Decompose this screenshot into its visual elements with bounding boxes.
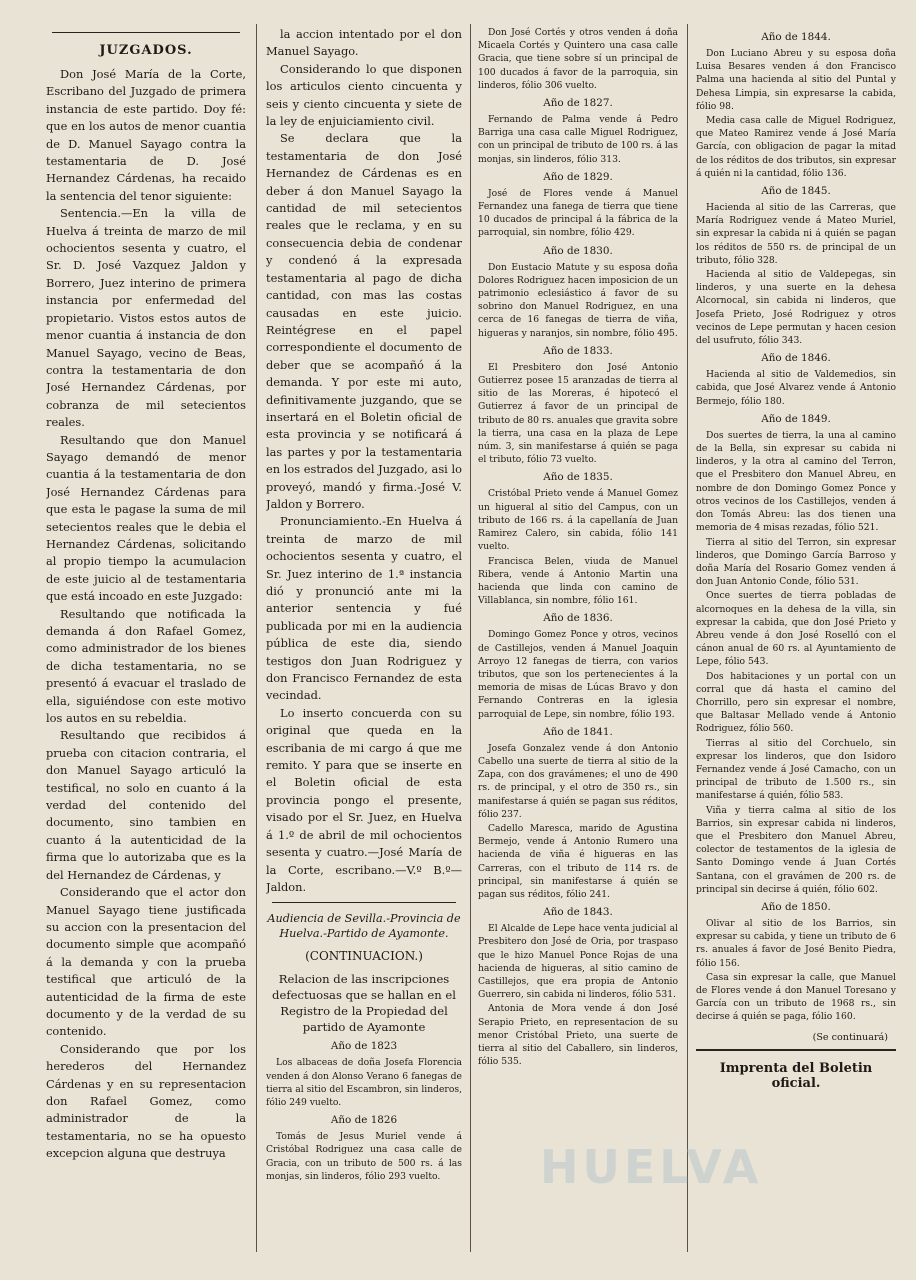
year-heading: Año de 1843. xyxy=(543,906,613,919)
registry-entry: Domingo Gomez Ponce y otros, vecinos de Castillejos, venden á Manuel Joaquin Arroyo 12 fanegas de tierra, con varios tributos, que son los pertenecientes á la memoria de misas de Lúcas Bravo y don Fernando Contreras en la iglesia parroquial de Lepe, sin nombre, fólio 193. xyxy=(478,629,678,720)
registry-entry: Hacienda al sitio de las Carreras, que María Rodriguez vende á Mateo Muriel, sin expresar la cabida ni á quién se pagan los réditos de 550 rs. de principal de un tributo, fólio 328. xyxy=(696,202,896,266)
year-heading: Año de 1844. xyxy=(761,31,831,43)
year-heading: Año de 1846. xyxy=(761,352,831,365)
body-paragraph: Considerando lo que disponen los articulos ciento cincuenta y seis y ciento cincuenta y siete de la ley de enjuiciamiento civil. xyxy=(266,61,462,129)
registry-entry: Don Eustacio Matute y su esposa doña Dolores Rodriguez hacen imposicion de un patrimonio eclesiástico á favor de su sobrino don Manuel Rodriguez, en una cerca de 16 fanegas de tierra de viña, higueras y naranjos, sin nombre, fólio 495. xyxy=(478,261,678,339)
year-heading: Año de 1829. xyxy=(543,170,613,183)
year-heading: Año de 1845. xyxy=(761,185,831,198)
registry-entry: Dos suertes de tierra, la una al camino de la Bella, sin expresar su cabida ni linderos, y la otra al camino del Terron, que el Presbitero don Manuel Abreu, en nombre de don Domingo Gomez Ponce y otros vecinos de los Castillejos, venden á don Tomás Abreu: las dos tienen una memoria de 4 misas rezadas, fólio 521. xyxy=(696,429,896,534)
top-rule xyxy=(52,32,240,33)
registry-entry: Fernando de Palma vende á Pedro Barriga una casa calle Miguel Rodriguez, con un principal de tributo de 100 rs. á las monjas, sin linderos, fólio 313. xyxy=(478,114,678,165)
registry-entry: Josefa Gonzalez vende á don Antonio Cabello una suerte de tierra al sitio de la Zapa, con dos gravámenes; el uno de 490 rs. de principal, y el otro de 350 rs., sin manifestarse á quién se pagan sus réditos, fólio 237. xyxy=(478,742,678,820)
column-1 xyxy=(46,26,246,1163)
imprenta-footer: Imprenta del Boletin oficial. xyxy=(719,1060,873,1091)
registry-entry: Francisca Belen, viuda de Manuel Ribera, vende á Antonio Martin una hacienda que linda con camino de Villablanca, sin nombre, fólio 161. xyxy=(478,555,678,607)
year-heading: Año de 1830. xyxy=(543,244,613,257)
registry-entry: Casa sin expresar la calle, que Manuel de Flores vende á don Manuel Toresano y García con un tributo de 1968 rs., sin decirse á quién se paga, fólio 160. xyxy=(696,971,896,1023)
column-2-body xyxy=(266,26,462,896)
section-heading: JUZGADOS. xyxy=(99,43,193,58)
registry-entries xyxy=(696,31,896,1024)
column-rule xyxy=(687,24,688,1252)
column-4 xyxy=(696,26,896,1091)
registry-entry: Dos habitaciones y un portal con un corral que dá hasta el camino del Chorrillo, pero sin expresar el nombre, que Baltasar Mellado vende á Antonio Rodriguez, fólio 560. xyxy=(696,670,896,735)
registry-entry: Antonia de Mora vende á don José Serapio Prieto, en representacion de su menor Cristóbal Prieto, una suerte de tierra al sitio del Caballero, sin linderos, fólio 535. xyxy=(478,1003,678,1068)
registry-entry: Once suertes de tierra pobladas de alcornoques en la dehesa de la villa, sin expresar la cabida, que don José Prieto y Abreu vende á don José Roselló con el cánon anual de 60 rs. al Ayuntamiento de Lepe, fólio 543. xyxy=(696,590,896,668)
registry-entry: El Presbitero don José Antonio Gutierrez posee 15 aranzadas de tierra al sitio de las Moreras, é hipotecó el Gutierrez á favor de un principal de tributo de 80 rs. anuales que gravita sobre la tierra, una casa en la plaza de Lepe núm. 3, sin manifestarse á quién se paga el tributo, fólio 73 vuelto. xyxy=(478,361,678,466)
registry-entry: Media casa calle de Miguel Rodriguez, que Mateo Ramirez vende á José María García, con obligacion de pagar la mitad de los réditos de dos tributos, sin expresar á quién ni la cantidad, fólio 136. xyxy=(696,115,896,179)
column-rule xyxy=(470,24,471,1252)
year-heading: Año de 1841. xyxy=(543,725,613,738)
body-paragraph: Resultando que don Manuel Sayago demandó de menor cuantia á la testamentaria de don José Hernandez Cárdenas para que esta le pagase la suma de mil setecientos reales que le debia el Hernandez Cárdenas, solicitando al propio tiempo la acumulacion de este juicio al de testamentaria que está incoado en este Juzgado: xyxy=(46,432,246,604)
column-3 xyxy=(478,26,678,1069)
body-paragraph: Lo inserto concuerda con su original que queda en la escribania de mi cargo á que me remito. Y para que se inserte en el Boletin oficial de esta provincia pongo el presente, visado por el Sr. Juez, en Huelva á 1.º de abril de mil ochocientos sesenta y cuatro.—José María de la Corte, escribano.—V.º B.º—Jaldon. xyxy=(266,705,462,894)
continuara-label: (Se continuará) xyxy=(812,1031,888,1043)
registry-entry: Don Luciano Abreu y su esposa doña Luisa Besares venden á don Francisco Palma una hacienda al sitio del Puntal y Dehesa Limpia, sin expresarse la cabida, fólio 98. xyxy=(696,48,896,112)
column-rule xyxy=(256,24,257,1252)
registry-entry: Cadello Maresca, marido de Agustina Bermejo, vende á Antonio Rumero una hacienda de viña é higueras en las Carreras, con el tributo de 114 rs. de principal, sin manifestarse á quién se pagan sus réditos, fólio 241. xyxy=(478,822,678,900)
year-heading: Año de 1849. xyxy=(761,412,831,425)
divider xyxy=(696,1049,896,1051)
column-1-body xyxy=(46,66,246,1163)
year-heading: Año de 1835. xyxy=(543,471,613,484)
body-paragraph: Considerando que por los herederos del Hernandez Cárdenas y en su representacion don Rafael Gomez, como administrador de la testamentaria, no se ha opuesto excepcion alguna que destruya xyxy=(46,1041,246,1161)
body-paragraph: Pronunciamiento.-En Huelva á treinta de marzo de mil ochocientos sesenta y cuatro, el Sr. Juez interino de 1.ª instancia dió y pronunció ante mi la anterior sentencia y fué publicada por mi en la audiencia pública de este dia, siendo testigos don Juan Rodriguez y don Francisco Fernandez de esta vecindad. xyxy=(266,514,462,703)
body-paragraph: Resultando que recibidos á prueba con citacion contraria, el don Manuel Sayago articuló la testifical, no solo en cuanto á la verdad del contenido del documento, sino tambien en cuanto á la autenticidad de la firma que lo autorizaba que es la del Hernandez de Cárdenas, y xyxy=(46,728,246,882)
watermark: HUELVA xyxy=(540,1140,763,1194)
year-heading: Año de 1850. xyxy=(761,900,831,913)
continuacion-label: (CONTINUACION.) xyxy=(305,949,423,964)
column-2 xyxy=(266,26,462,1184)
audiencia-heading: Audiencia de Sevilla.-Provincia de Huelva.-Partido de Ayamonte. xyxy=(267,912,461,941)
registry-entry: El Alcalde de Lepe hace venta judicial al Presbitero don José de Oria, por traspaso que le hizo Manuel Ponce Rojas de una hacienda de higueras, al sitio camino de Castillejos, que era propia de Antonio Guerrero, sin cabida ni linderos, fólio 531. xyxy=(478,923,678,1001)
registry-entry: Tomás de Jesus Muriel vende á Cristóbal Rodriguez una casa calle de Gracia, con un tributo de 500 rs. á las monjas, sin linderos, fólio 293 vuelto. xyxy=(266,1131,462,1182)
registry-entry: José de Flores vende á Manuel Fernandez una fanega de tierra que tiene 10 ducados de principal á la fábrica de la parroquial, sin nombre, fólio 429. xyxy=(478,187,678,239)
registry-entry: Cristóbal Prieto vende á Manuel Gomez un higueral al sitio del Campus, con un tributo de 166 rs. á la capellanía de Juan Ramirez Calero, sin cabida, fólio 141 vuelto. xyxy=(478,488,678,553)
body-paragraph: Don José María de la Corte, Escribano del Juzgado de primera instancia de este partido. Doy fé: que en los autos de menor cuantia de D. Manuel Sayago contra la testamentaria de D. José Hernandez Cárdenas, ha recaido la sentencia del tenor siguiente: xyxy=(46,67,246,203)
divider xyxy=(272,902,456,903)
year-heading: Año de 1833. xyxy=(543,344,613,357)
registry-entry: Hacienda al sitio de Valdemedios, sin cabida, que José Alvarez vende á Antonio Bermejo, fólio 180. xyxy=(696,369,896,407)
relacion-title: Relacion de las inscripciones defectuosas que se hallan en el Registro de la Propiedad del partido de Ayamonte xyxy=(272,972,456,1035)
registry-entry: Los albaceas de doña Josefa Florencia venden á don Alonso Verano 6 fanegas de tierra al sitio del Escambron, sin linderos, fólio 249 vuelto. xyxy=(266,1057,462,1108)
year-heading: Año de 1823 xyxy=(330,1040,398,1053)
body-paragraph: Considerando que el actor don Manuel Sayago tiene justificada su accion con la presentacion del documento simple que acompañó á la demanda y con la prueba testifical que articuló de la autenticidad de la firma de este documento y de la verdad de su contenido. xyxy=(46,885,246,1039)
registry-entry: Hacienda al sitio de Valdepegas, sin linderos, y una suerte en la dehesa Alcornocal, sin cabida ni linderos, que Josefa Prieto, José Rodriguez y otros vecinos de Lepe permutan y hacen cesion del usufruto, fólio 343. xyxy=(696,269,896,347)
registry-entries xyxy=(266,1040,462,1183)
registry-entry: Tierra al sitio del Terron, sin expresar linderos, que Domingo García Barroso y doña María del Rosario Gomez venden á don Juan Antonio Conde, fólio 531. xyxy=(696,536,896,588)
year-heading: Año de 1836. xyxy=(543,612,613,625)
registry-entry: Don José Cortés y otros venden á doña Micaela Cortés y Quintero una casa calle Gracia, que tiene sobre sí un principal de 100 ducados á favor de la parroquia, sin linderos, fólio 306 vuelto. xyxy=(478,27,678,91)
body-paragraph: Se declara que la testamentaria de don José Hernandez de Cárdenas es en deber á don Manuel Sayago la cantidad de mil setecientos reales que le reclama, y en su consecuencia debia de condenar y condenó á la expresada testamentaria al pago de dicha cantidad, con mas las costas causadas en este juicio. Reintégrese en el papel correspondiente el documento de deber que se acompañó á la demanda. Y por este mi auto, definitivamente juzgando, que se insertará en el Boletin oficial de esta provincia y se notificará á las partes y por la testamentaria en los estrados del Juzgado, asi lo proveyó, mandó y firma.-José V. Jaldon y Borrero. xyxy=(266,131,462,511)
registry-entry: Viña y tierra calma al sitio de los Barrios, sin expresar cabida ni linderos, que el Presbitero don Manuel Abreu, colector de testamentos de la iglesia de Santo Domingo vende á Juan Cortés Santana, con el gravámen de 200 rs. de principal sin decirse á quién, fólio 602. xyxy=(696,804,896,895)
body-paragraph: Resultando que notificada la demanda á don Rafael Gomez, como administrador de los bienes de dicha testamentaria, no se presentó á evacuar el traslado de ella, siguiéndose con este motivo los autos en su rebeldia. xyxy=(46,606,246,726)
year-heading: Año de 1827. xyxy=(543,97,613,110)
registry-entry: Olivar al sitio de los Barrios, sin expresar su cabida, y tiene un tributo de 6 rs. anuales á favor de José Benito Piedra, fólio 156. xyxy=(696,917,896,969)
body-paragraph: Sentencia.—En la villa de Huelva á treinta de marzo de mil ochocientos sesenta y cuatro, el Sr. D. José Vazquez Jaldon y Borrero, Juez interino de primera instancia por enfermedad del propietario. Vistos estos autos de menor cuantia á instancia de don Manuel Sayago, vecino de Beas, contra la testamentaria de don José Hernandez Cárdenas, por cobranza de mil setecientos reales. xyxy=(46,206,246,430)
registry-entry: Tierras al sitio del Corchuelo, sin expresar los linderos, que don Isidoro Fernandez vende á José Camacho, con un principal de tributo de 1.500 rs., sin manifestarse á quién, fólio 583. xyxy=(696,737,896,802)
year-heading: Año de 1826 xyxy=(330,1114,398,1127)
body-paragraph: la accion intentado por el don Manuel Sayago. xyxy=(266,27,462,59)
